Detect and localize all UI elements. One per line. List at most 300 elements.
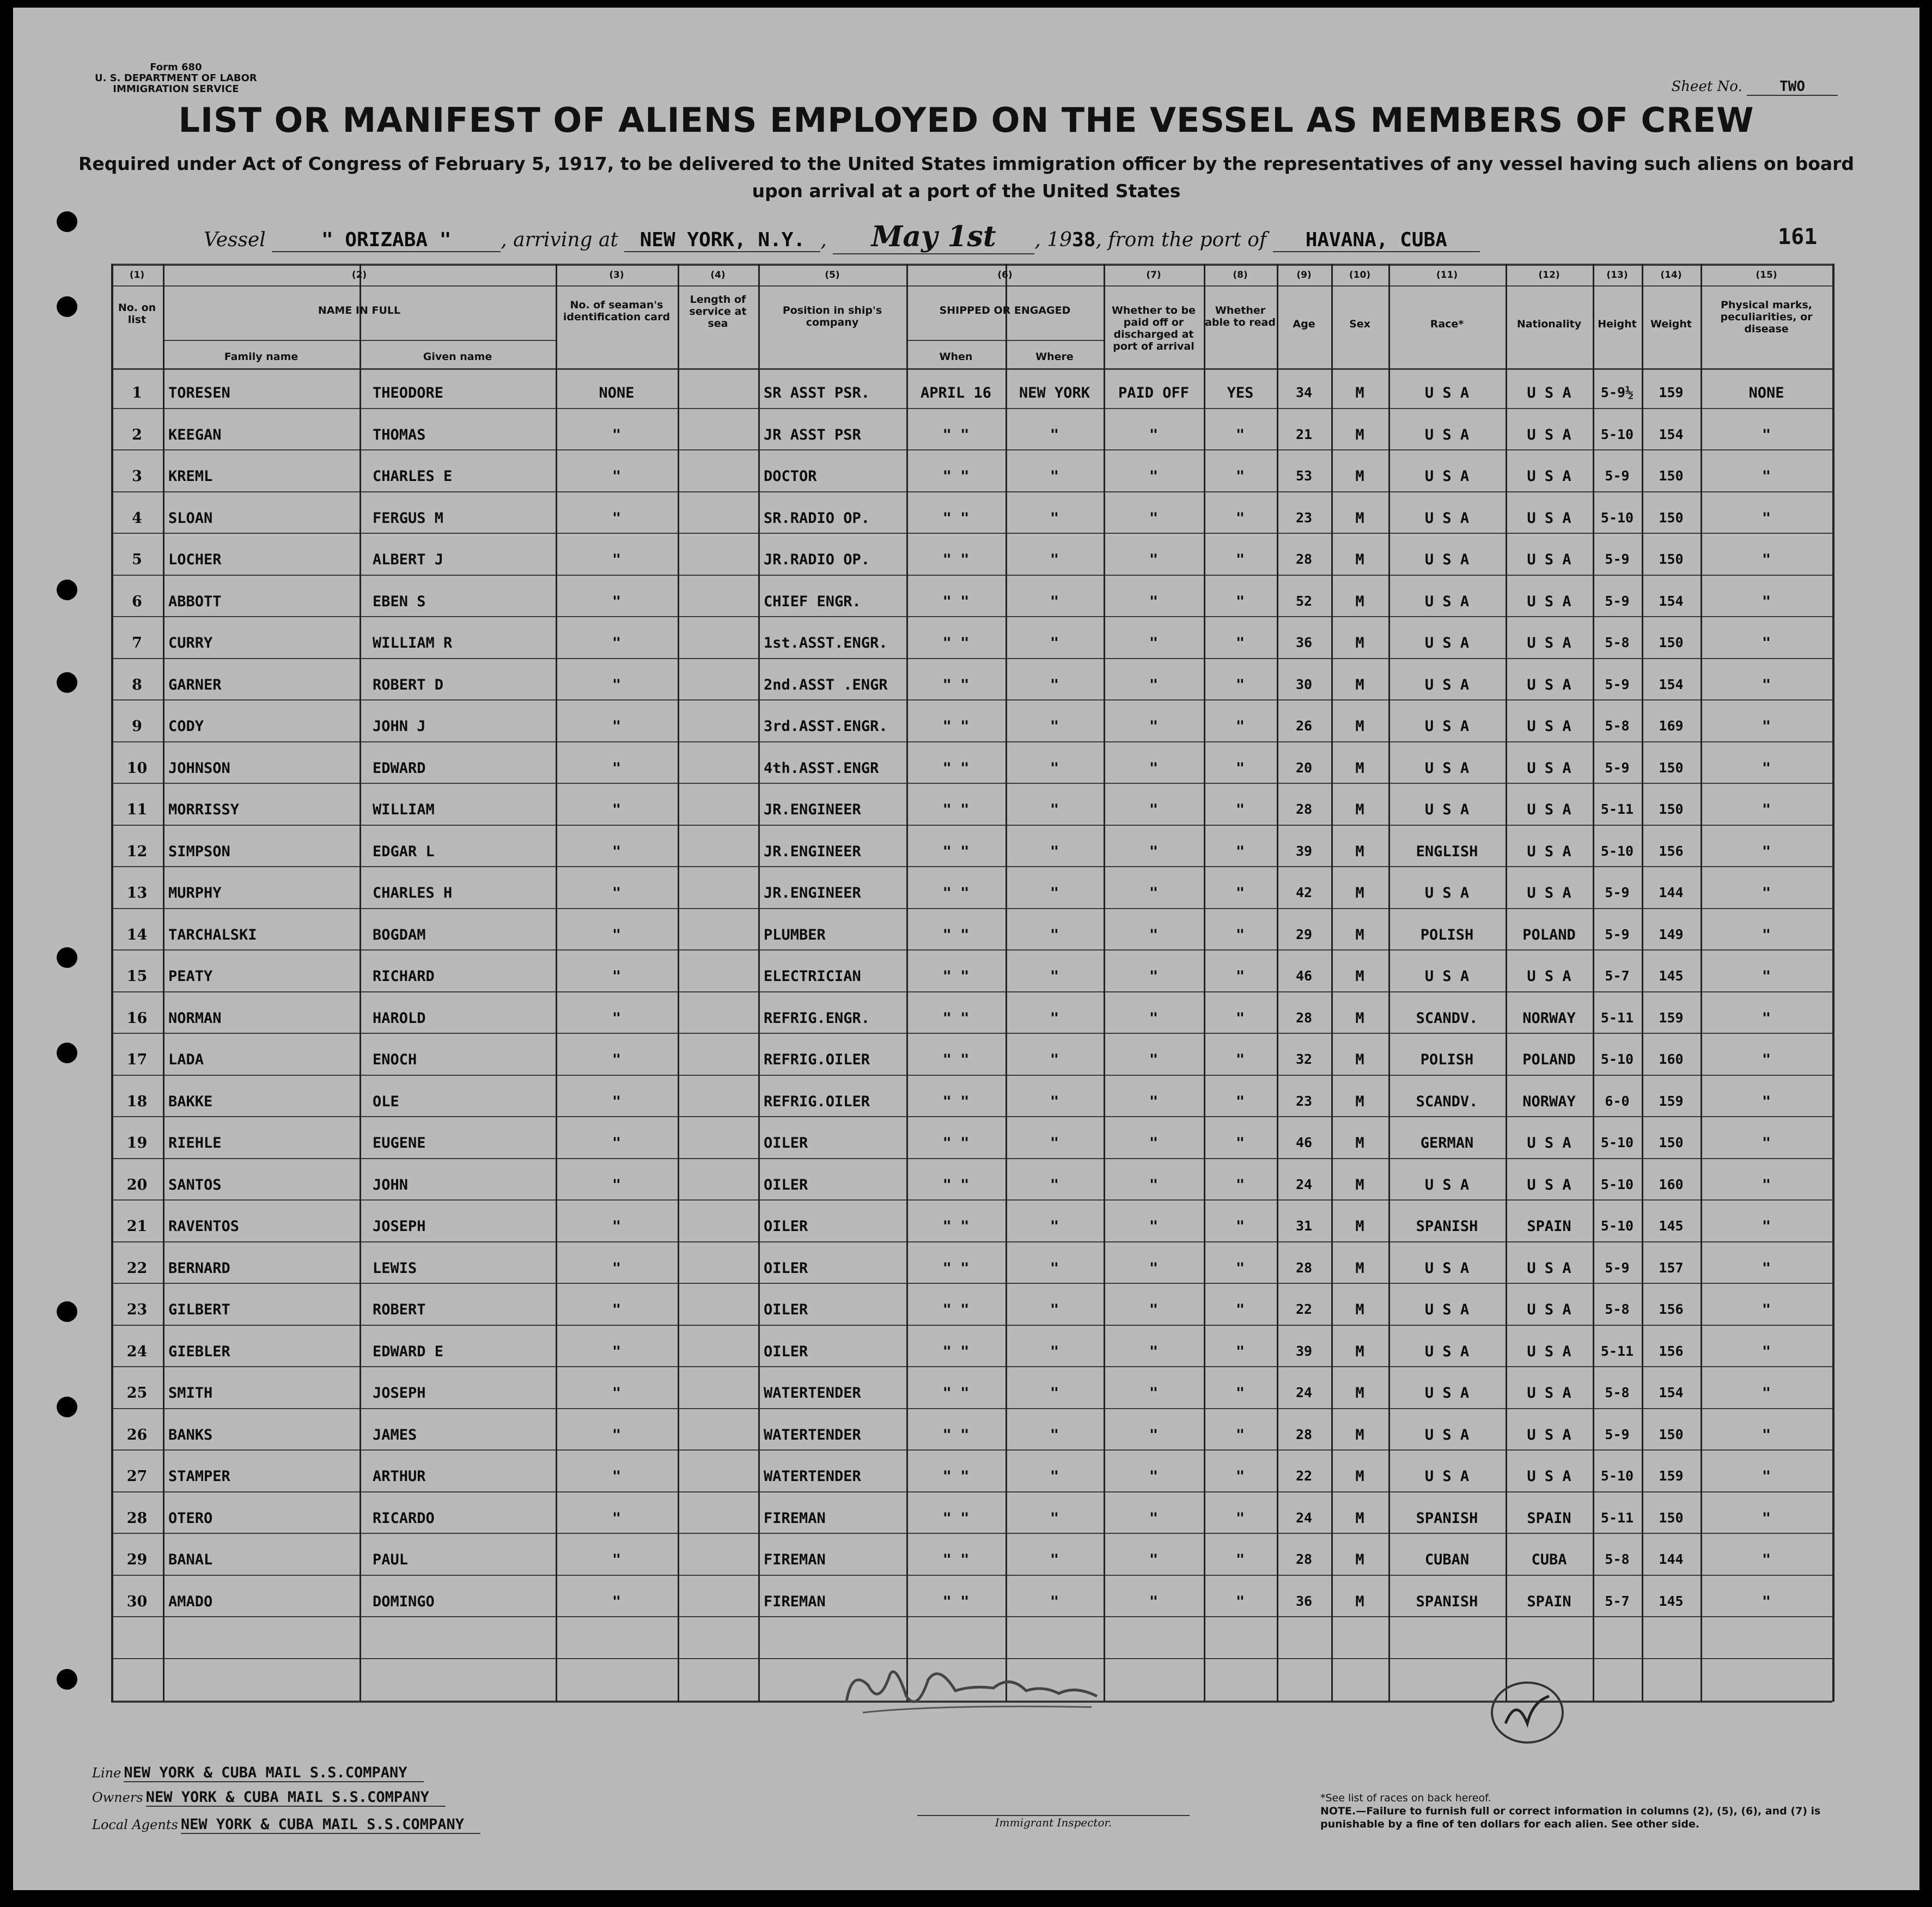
row-rule xyxy=(111,741,1832,742)
nationality-cell: U S A xyxy=(1527,1177,1571,1193)
able-to-read-cell: " xyxy=(1235,1093,1245,1110)
position-cell: REFRIG.OILER xyxy=(764,1051,870,1068)
arrival-port: NEW YORK, N.Y. xyxy=(624,229,820,252)
physical-marks-cell: " xyxy=(1762,1177,1771,1193)
weight-cell: 150 xyxy=(1659,635,1684,650)
shipped-where-cell: " xyxy=(1050,801,1059,818)
row-rule xyxy=(111,825,1832,826)
nationality-cell: U S A xyxy=(1527,1301,1571,1318)
height-cell: 5-10 xyxy=(1600,510,1634,526)
shipped-where-cell: " xyxy=(1050,510,1059,527)
given-name-cell: BOGDAM xyxy=(373,927,426,943)
age-cell: 24 xyxy=(1295,1510,1313,1526)
sex-cell: M xyxy=(1355,1385,1364,1402)
row-rule xyxy=(111,408,1832,409)
position-cell: JR ASST PSR xyxy=(764,427,861,443)
paid-off-cell: " xyxy=(1149,1051,1159,1068)
paid-off-cell: " xyxy=(1149,1218,1159,1235)
nationality-cell: U S A xyxy=(1527,885,1571,901)
seaman-card-cell: " xyxy=(612,1427,621,1443)
position-cell: 4th.ASST.ENGR xyxy=(764,760,879,777)
shipped-where-cell: " xyxy=(1050,843,1059,860)
line-field: Line NEW YORK & CUBA MAIL S.S.COMPANY xyxy=(92,1764,424,1781)
able-to-read-cell: " xyxy=(1235,968,1245,985)
row-number-cell: 19 xyxy=(126,1135,148,1151)
physical-marks-cell: " xyxy=(1762,1593,1771,1610)
shipped-when-cell: " " xyxy=(942,1593,970,1610)
column-number: (13) xyxy=(1606,270,1628,281)
shipped-when-cell: APRIL 16 xyxy=(920,385,992,401)
sex-cell: M xyxy=(1355,1177,1364,1193)
family-name-cell: CURRY xyxy=(168,635,213,651)
nationality-cell: U S A xyxy=(1527,510,1571,527)
height-cell: 5-9 xyxy=(1605,677,1630,692)
position-cell: OILER xyxy=(764,1135,808,1151)
height-cell: 5-8 xyxy=(1605,635,1630,650)
able-to-read-cell: " xyxy=(1235,468,1245,485)
shipped-where-cell: " xyxy=(1050,551,1059,568)
seaman-card-cell: " xyxy=(612,1468,621,1485)
shipped-when-cell: " " xyxy=(942,1177,970,1193)
shipped-when-cell: " " xyxy=(942,1385,970,1402)
shipped-where-cell: " xyxy=(1050,677,1059,693)
row-rule xyxy=(111,285,1832,287)
height-cell: 5-9 xyxy=(1605,885,1630,900)
sex-cell: M xyxy=(1355,468,1364,485)
shipped-when-cell: " " xyxy=(942,927,970,943)
given-name-cell: EDWARD E xyxy=(373,1343,444,1360)
able-to-read-cell: " xyxy=(1235,677,1245,693)
position-cell: CHIEF ENGR. xyxy=(764,593,861,610)
sex-cell: M xyxy=(1355,1051,1364,1068)
given-name-cell: RICHARD xyxy=(373,968,435,985)
paid-off-cell: " xyxy=(1149,927,1159,943)
sex-cell: M xyxy=(1355,1343,1364,1360)
age-cell: 53 xyxy=(1295,468,1313,484)
position-cell: 1st.ASST.ENGR. xyxy=(764,635,888,651)
shipped-when-cell: " " xyxy=(942,1343,970,1360)
column-rule xyxy=(163,264,164,1702)
shipped-where-cell: " xyxy=(1050,1343,1059,1360)
sex-cell: M xyxy=(1355,1093,1364,1110)
physical-marks-cell: " xyxy=(1762,1051,1771,1068)
paid-off-cell: " xyxy=(1149,968,1159,985)
paid-off-cell: " xyxy=(1149,1427,1159,1443)
nationality-cell: U S A xyxy=(1527,843,1571,860)
race-cell: U S A xyxy=(1424,1468,1470,1485)
race-cell: U S A xyxy=(1424,1177,1470,1193)
nationality-cell: U S A xyxy=(1527,427,1571,443)
row-number-cell: 6 xyxy=(132,593,142,610)
row-rule xyxy=(111,616,1832,617)
given-name-cell: OLE xyxy=(373,1093,399,1110)
age-cell: 39 xyxy=(1295,843,1313,859)
handwritten-signature xyxy=(830,1653,1113,1734)
sex-cell: M xyxy=(1355,1551,1364,1568)
race-cell: U S A xyxy=(1424,1427,1470,1443)
seaman-card-cell: " xyxy=(612,510,621,527)
column-number: (2) xyxy=(351,270,367,281)
age-cell: 30 xyxy=(1295,677,1313,692)
shipped-where-cell: " xyxy=(1050,468,1059,485)
sex-cell: M xyxy=(1355,1010,1364,1027)
nationality-cell: SPAIN xyxy=(1527,1593,1571,1610)
punch-hole xyxy=(57,580,77,600)
physical-marks-cell: " xyxy=(1762,427,1771,443)
able-to-read-cell: " xyxy=(1235,1010,1245,1027)
height-cell: 5-8 xyxy=(1605,1551,1630,1567)
position-cell: OILER xyxy=(764,1260,808,1277)
nationality-cell: NORWAY xyxy=(1522,1010,1576,1027)
row-rule xyxy=(111,783,1832,784)
able-to-read-cell: " xyxy=(1235,1260,1245,1277)
sex-cell: M xyxy=(1355,510,1364,527)
column-rule xyxy=(678,264,679,1702)
row-rule xyxy=(111,908,1832,909)
race-cell: U S A xyxy=(1424,1301,1470,1318)
row-number-cell: 29 xyxy=(126,1551,148,1568)
physical-marks-cell: " xyxy=(1762,1010,1771,1027)
weight-cell: 145 xyxy=(1659,1218,1684,1234)
age-cell: 22 xyxy=(1295,1468,1313,1484)
height-cell: 5-10 xyxy=(1600,1468,1634,1484)
height-cell: 5-10 xyxy=(1600,1177,1634,1192)
race-cell: U S A xyxy=(1424,427,1470,443)
shipped-where-cell: " xyxy=(1050,1135,1059,1151)
height-cell: 5-8 xyxy=(1605,1385,1630,1400)
position-cell: OILER xyxy=(764,1177,808,1193)
weight-cell: 156 xyxy=(1659,1343,1684,1359)
position-cell: JR.ENGINEER xyxy=(764,843,861,860)
seaman-card-cell: " xyxy=(612,635,621,651)
shipped-where-cell: NEW YORK xyxy=(1019,385,1090,401)
paid-off-cell: " xyxy=(1149,1551,1159,1568)
row-number-cell: 12 xyxy=(126,843,148,860)
sex-cell: M xyxy=(1355,1593,1364,1610)
age-cell: 20 xyxy=(1295,760,1313,776)
paid-off-cell: " xyxy=(1149,1385,1159,1402)
age-cell: 28 xyxy=(1295,1427,1313,1442)
shipped-when-cell: " " xyxy=(942,1510,970,1527)
shipped-where-cell: " xyxy=(1050,1468,1059,1485)
family-name-cell: TORESEN xyxy=(168,385,230,401)
column-number: (6) xyxy=(997,270,1013,281)
race-cell: U S A xyxy=(1424,1343,1470,1360)
family-name-cell: BANKS xyxy=(168,1427,213,1443)
paid-off-cell: " xyxy=(1149,468,1159,485)
physical-marks-cell: " xyxy=(1762,468,1771,485)
seaman-card-cell: " xyxy=(612,927,621,943)
physical-marks-cell: " xyxy=(1762,968,1771,985)
nationality-cell: U S A xyxy=(1527,635,1571,651)
physical-marks-cell: " xyxy=(1762,1427,1771,1443)
race-cell: U S A xyxy=(1424,385,1470,401)
punch-hole xyxy=(57,1301,77,1322)
column-number: (11) xyxy=(1436,270,1458,281)
seaman-card-cell: " xyxy=(612,1343,621,1360)
able-to-read-cell: " xyxy=(1235,1385,1245,1402)
height-cell: 5-10 xyxy=(1600,1135,1634,1150)
able-to-read-cell: " xyxy=(1235,1343,1245,1360)
sex-cell: M xyxy=(1355,1218,1364,1235)
shipped-when-cell: " " xyxy=(942,1301,970,1318)
position-cell: 2nd.ASST .ENGR xyxy=(764,677,888,693)
sex-cell: M xyxy=(1355,1427,1364,1443)
family-name-cell: RIEHLE xyxy=(168,1135,222,1151)
row-rule xyxy=(111,533,1832,534)
height-cell: 5-10 xyxy=(1600,1051,1634,1067)
shipped-when-cell: " " xyxy=(942,468,970,485)
given-name-cell: JOHN xyxy=(373,1177,409,1193)
column-number: (10) xyxy=(1349,270,1371,281)
row-rule xyxy=(111,658,1832,659)
page-subtitle: Required under Act of Congress of February 5, 1917, to be delivered to the United States immigration officer by the representatives of any vessel having such aliens on board upon arrival at a port of the United States xyxy=(78,153,1855,202)
shipped-where-cell: " xyxy=(1050,1510,1059,1527)
shipped-when-cell: " " xyxy=(942,718,970,735)
shipped-when-cell: " " xyxy=(942,885,970,901)
row-rule xyxy=(111,1283,1832,1284)
family-name-cell: KEEGAN xyxy=(168,427,222,443)
position-cell: DOCTOR xyxy=(764,468,817,485)
column-rule xyxy=(359,264,361,1702)
shipped-where-cell: " xyxy=(1050,1010,1059,1027)
age-cell: 21 xyxy=(1295,427,1313,442)
header-name-in-full: NAME IN FULL xyxy=(318,304,401,316)
able-to-read-cell: " xyxy=(1235,1301,1245,1318)
form-identifier: Form 680 U. S. DEPARTMENT OF LABOR IMMIGRATION SERVICE xyxy=(95,62,257,95)
physical-marks-cell: " xyxy=(1762,1218,1771,1235)
weight-cell: 150 xyxy=(1659,1510,1684,1526)
seaman-card-cell: NONE xyxy=(599,385,635,401)
race-cell: U S A xyxy=(1424,718,1470,735)
age-cell: 42 xyxy=(1295,885,1313,900)
family-name-cell: CODY xyxy=(168,718,204,735)
shipped-when-cell: " " xyxy=(942,1551,970,1568)
sex-cell: M xyxy=(1355,718,1364,735)
row-number-cell: 18 xyxy=(126,1093,148,1110)
position-cell: OILER xyxy=(764,1218,808,1235)
row-number-cell: 5 xyxy=(132,551,142,568)
nationality-cell: U S A xyxy=(1527,801,1571,818)
weight-cell: 150 xyxy=(1659,760,1684,776)
row-number-cell: 25 xyxy=(126,1385,148,1402)
race-cell: U S A xyxy=(1424,1260,1470,1277)
row-rule xyxy=(111,1533,1832,1534)
position-cell: WATERTENDER xyxy=(764,1385,861,1402)
row-number-cell: 4 xyxy=(132,510,142,527)
age-cell: 34 xyxy=(1295,385,1313,400)
shipped-where-cell: " xyxy=(1050,1093,1059,1110)
weight-cell: 159 xyxy=(1659,1468,1684,1484)
given-name-cell: WILLIAM xyxy=(373,801,435,818)
race-cell: SPANISH xyxy=(1416,1218,1478,1235)
sex-cell: M xyxy=(1355,968,1364,985)
paid-off-cell: " xyxy=(1149,677,1159,693)
age-cell: 28 xyxy=(1295,801,1313,817)
arrival-date: May 1st xyxy=(833,220,1034,254)
height-cell: 5-8 xyxy=(1605,1301,1630,1317)
given-name-cell: CHARLES E xyxy=(373,468,453,485)
able-to-read-cell: " xyxy=(1235,1218,1245,1235)
height-cell: 5-7 xyxy=(1605,1593,1630,1609)
shipped-when-cell: " " xyxy=(942,1260,970,1277)
seaman-card-cell: " xyxy=(612,1135,621,1151)
shipped-when-cell: " " xyxy=(942,551,970,568)
shipped-where-cell: " xyxy=(1050,1177,1059,1193)
sex-cell: M xyxy=(1355,635,1364,651)
row-rule xyxy=(111,1449,1832,1451)
row-number-cell: 22 xyxy=(126,1260,148,1277)
punch-hole xyxy=(57,1043,77,1063)
given-name-cell: HAROLD xyxy=(373,1010,426,1027)
given-name-cell: WILLIAM R xyxy=(373,635,453,651)
shipped-when-cell: " " xyxy=(942,1093,970,1110)
column-number: (15) xyxy=(1756,270,1777,281)
height-cell: 5-9 xyxy=(1605,927,1630,942)
family-name-cell: MORRISSY xyxy=(168,801,240,818)
seaman-card-cell: " xyxy=(612,1510,621,1527)
position-cell: FIREMAN xyxy=(764,1593,826,1610)
row-number-cell: 10 xyxy=(126,760,148,777)
race-cell: U S A xyxy=(1424,1385,1470,1402)
shipped-where-cell: " xyxy=(1050,635,1059,651)
position-cell: PLUMBER xyxy=(764,927,826,943)
seaman-card-cell: " xyxy=(612,1301,621,1318)
race-cell: U S A xyxy=(1424,885,1470,901)
header-when: When xyxy=(939,351,973,363)
sex-cell: M xyxy=(1355,1510,1364,1527)
age-cell: 28 xyxy=(1295,1010,1313,1026)
header-age: Age xyxy=(1293,318,1315,330)
row-number-cell: 1 xyxy=(132,385,142,401)
age-cell: 39 xyxy=(1295,1343,1313,1359)
row-number-cell: 20 xyxy=(126,1177,148,1193)
given-name-cell: EUGENE xyxy=(373,1135,426,1151)
punch-hole xyxy=(57,296,77,317)
row-rule xyxy=(111,264,1832,266)
height-cell: 5-9 xyxy=(1605,593,1630,609)
race-cell: U S A xyxy=(1424,551,1470,568)
given-name-cell: LEWIS xyxy=(373,1260,417,1277)
weight-cell: 160 xyxy=(1659,1051,1684,1067)
position-cell: JR.ENGINEER xyxy=(764,801,861,818)
row-number-cell: 15 xyxy=(126,968,148,985)
height-cell: 5-9 xyxy=(1605,468,1630,484)
header-shipped-engaged: SHIPPED OR ENGAGED xyxy=(939,304,1071,316)
column-number: (12) xyxy=(1538,270,1560,281)
sex-cell: M xyxy=(1355,1135,1364,1151)
able-to-read-cell: YES xyxy=(1227,385,1254,401)
shipped-where-cell: " xyxy=(1050,968,1059,985)
punch-hole xyxy=(57,1397,77,1417)
row-number-cell: 24 xyxy=(126,1343,148,1360)
age-cell: 31 xyxy=(1295,1218,1313,1234)
weight-cell: 160 xyxy=(1659,1177,1684,1192)
punch-hole xyxy=(57,672,77,693)
row-rule xyxy=(111,1575,1832,1576)
family-name-cell: SANTOS xyxy=(168,1177,222,1193)
age-cell: 23 xyxy=(1295,1093,1313,1109)
weight-cell: 150 xyxy=(1659,510,1684,526)
paid-off-cell: " xyxy=(1149,1177,1159,1193)
row-number-cell: 26 xyxy=(126,1427,148,1443)
column-number: (9) xyxy=(1296,270,1312,281)
row-number-cell: 21 xyxy=(126,1218,148,1235)
shipped-when-cell: " " xyxy=(942,1218,970,1235)
race-cell: CUBAN xyxy=(1424,1551,1470,1568)
age-cell: 46 xyxy=(1295,968,1313,984)
height-cell: 5-10 xyxy=(1600,843,1634,859)
row-rule xyxy=(111,1033,1832,1034)
height-cell: 5-7 xyxy=(1605,968,1630,984)
shipped-when-cell: " " xyxy=(942,635,970,651)
weight-cell: 154 xyxy=(1659,677,1684,692)
page-title: LIST OR MANIFEST OF ALIENS EMPLOYED ON THE VESSEL AS MEMBERS OF CREW xyxy=(178,100,1754,140)
paid-off-cell: " xyxy=(1149,760,1159,777)
height-cell: 6-0 xyxy=(1605,1093,1630,1109)
column-number: (1) xyxy=(129,270,145,281)
row-number-cell: 30 xyxy=(126,1593,148,1610)
column-number: (14) xyxy=(1660,270,1682,281)
able-to-read-cell: " xyxy=(1235,1593,1245,1610)
shipped-where-cell: " xyxy=(1050,1051,1059,1068)
manifest-sheet xyxy=(13,8,1919,1890)
column-number: (5) xyxy=(825,270,840,281)
age-cell: 22 xyxy=(1295,1301,1313,1317)
family-name-cell: TARCHALSKI xyxy=(168,927,257,943)
family-name-cell: BERNARD xyxy=(168,1260,230,1277)
shipped-where-cell: " xyxy=(1050,427,1059,443)
shipped-where-cell: " xyxy=(1050,1301,1059,1318)
sex-cell: M xyxy=(1355,385,1364,401)
nationality-cell: U S A xyxy=(1527,1343,1571,1360)
nationality-cell: U S A xyxy=(1527,760,1571,777)
physical-marks-cell: " xyxy=(1762,927,1771,943)
age-cell: 24 xyxy=(1295,1177,1313,1192)
owners-field: Owners NEW YORK & CUBA MAIL S.S.COMPANY xyxy=(92,1789,446,1806)
race-cell: GERMAN xyxy=(1420,1135,1474,1151)
age-cell: 29 xyxy=(1295,927,1313,942)
race-cell: U S A xyxy=(1424,801,1470,818)
weight-cell: 145 xyxy=(1659,1593,1684,1609)
nationality-cell: CUBA xyxy=(1531,1551,1567,1568)
weight-cell: 156 xyxy=(1659,843,1684,859)
column-number: (3) xyxy=(609,270,624,281)
age-cell: 36 xyxy=(1295,635,1313,650)
given-name-cell: DOMINGO xyxy=(373,1593,435,1610)
header-sex: Sex xyxy=(1349,318,1370,330)
age-cell: 36 xyxy=(1295,1593,1313,1609)
nationality-cell: U S A xyxy=(1527,1468,1571,1485)
family-name-cell: GARNER xyxy=(168,677,222,693)
family-name-cell: PEATY xyxy=(168,968,213,985)
paid-off-cell: " xyxy=(1149,1010,1159,1027)
row-rule xyxy=(111,866,1832,867)
able-to-read-cell: " xyxy=(1235,885,1245,901)
row-rule xyxy=(111,1408,1832,1409)
local-agents-field: Local Agents NEW YORK & CUBA MAIL S.S.COMPANY xyxy=(92,1816,480,1833)
row-number-cell: 3 xyxy=(132,468,142,485)
race-cell: SPANISH xyxy=(1416,1510,1478,1527)
position-cell: 3rd.ASST.ENGR. xyxy=(764,718,888,735)
paid-off-cell: " xyxy=(1149,801,1159,818)
shipped-when-cell: " " xyxy=(942,1010,970,1027)
column-rule xyxy=(758,264,760,1702)
shipped-where-cell: " xyxy=(1050,1427,1059,1443)
shipped-when-cell: " " xyxy=(942,1468,970,1485)
race-cell: SCANDV. xyxy=(1416,1093,1478,1110)
shipped-when-cell: " " xyxy=(942,843,970,860)
